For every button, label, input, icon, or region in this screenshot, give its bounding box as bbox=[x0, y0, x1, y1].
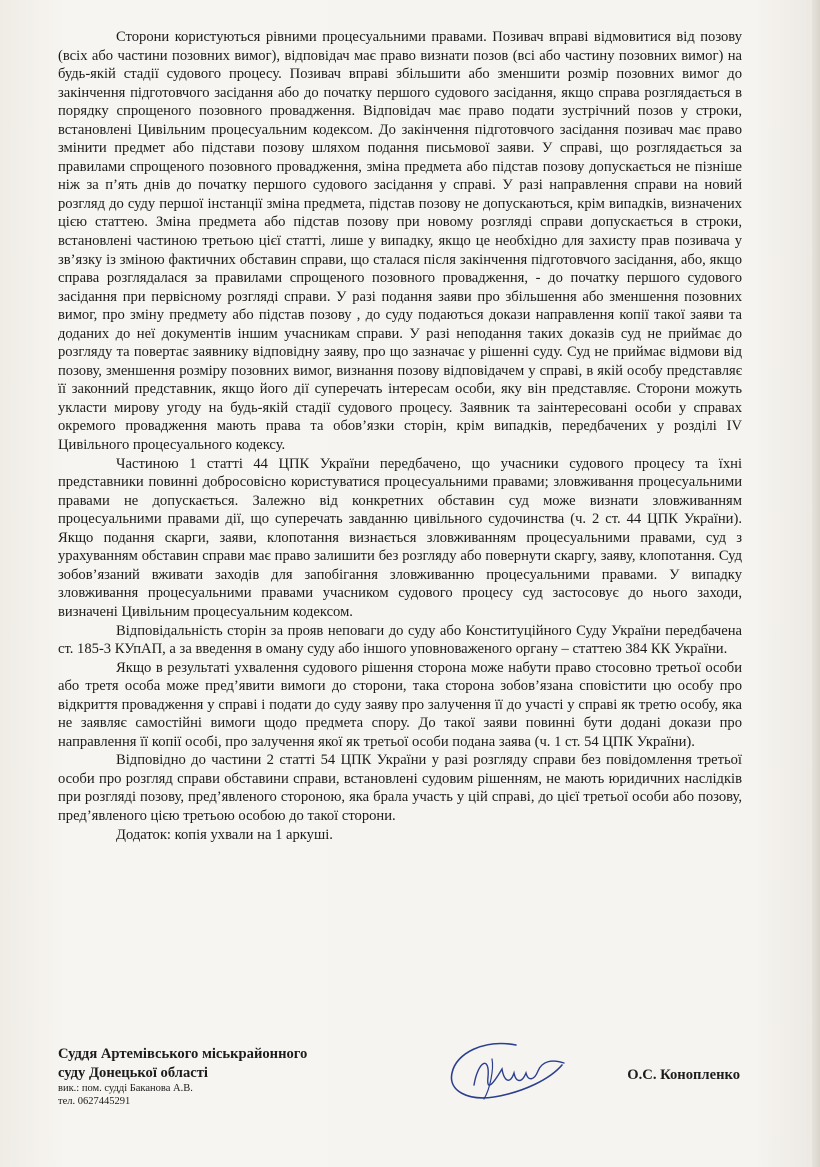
paragraph-parties-rights: Сторони користуються рівними процесуальними правами. Позивач вправі відмовитися від позову (всіх або частини позовних вимог), відповідач має право визнати позов (всі або частину позовних вимог) на будь-якій стадії судового процесу. Позивач вправі збільшити або зменшити розмір позовних вимог до закінчення підготовчого засідання або до початку першого судового засідання, якщо справа розглядається в порядку спрощеного позовного провадження. Відповідач має право подати зустрічний позов у строки, встановлені Цивільним процесуальним кодексом. До закінчення підготовчого засідання позивач має право змінити предмет або підстави позову шляхом подання письмової заяви. У справі, що розглядається за правилами спрощеного позовного провадження, зміна предмета або підстав позову допускається не пізніше ніж за п’ять днів до початку першого судового засідання у справі. У разі направлення справи на новий розгляд до суду першої інстанції зміна предмета, підстав позову не допускаються, крім випадків, визначених цією статтею. Зміна предмета або підстав позову при новому розгляді справи допускається в строки, встановлені частиною третьою цієї статті, лише у випадку, якщо це необхідно для захисту прав позивача у зв’язку із зміною фактичних обставин справи, що сталася після закінчення підготовчого засідання, або, якщо справа розглядалася за правилами спрощеного позовного провадження, - до початку першого судового засідання при первісному розгляді справи. У разі подання заяви про збільшення або зменшення позовних вимог, про зміну предмету або підстав позову , до суду подаються докази направлення копії такої заяви та доданих до неї документів іншим учасникам справи. У разі неподання таких доказів суд не приймає до розгляду та повертає заявнику відповідну заяву, про що зазначає у рішенні суду. Суд не приймає відмови від позову, зменшення розміру позовних вимог, визнання позову відповідачем у справі, в якій особу представляє її законний представник, якщо його дії суперечать інтересам особи, яку він представляє. Сторони можуть укласти мирову угоду на будь-якій стадії судового процесу. Заявник та заінтересовані особи у справах окремого провадження мають права та обов’язки сторін, крім випадків, передбачених у розділі IV Цивільного процесуального кодексу. bbox=[58, 29, 742, 454]
paragraph-third-party-consequences: Відповідно до частини 2 статті 54 ЦПК України у разі розгляду справи без повідомлення третьої особи про розгляд справи обставини справи, встановлені судовим рішенням, не мають юридичних наслідків при розгляді позову, пред’явленого стороною, яка брала участь у цій справі, до цієї третьої особи або позову, пред’явленого цією третьою особою до такої сторони. bbox=[58, 752, 742, 824]
judge-name: О.С. Конопленко bbox=[627, 1067, 740, 1083]
page-edge-shadow bbox=[812, 0, 820, 1167]
executor-line: вик.: пом. судді Баканова А.В. bbox=[58, 1083, 193, 1095]
document-body bbox=[58, 28, 742, 844]
judge-position-line-2: суду Донецької області bbox=[58, 1064, 208, 1081]
appendix-note: Додаток: копія ухвали на 1 аркуші. bbox=[116, 826, 333, 843]
handwritten-signature-icon bbox=[438, 1039, 588, 1114]
paragraph-abuse-of-rights: Частиною 1 статті 44 ЦПК України передбачено, що учасники судового процесу та їхні представники повинні добросовісно користуватися процесуальними правами; зловживання процесуальними правами не допускається. Залежно від конкретних обставин суд може визнати зловживанням процесуальними правами дії, що суперечать завданню цивільного судочинства (ч. 2 ст. 44 ЦПК України). Якщо подання скарги, заяви, клопотання визнається зловживанням процесуальними правами, суд з урахуванням обставин справи має право залишити без розгляду або повернути скаргу, заяву, клопотання. Суд зобов’язаний вживати заходів для запобігання зловживанню процесуальними правами. У випадку зловживання процесуальними правами учасником судового процесу суд застосовує до нього заходи, визначені Цивільним процесуальним кодексом. bbox=[58, 455, 742, 620]
judge-position-line-1: Суддя Артемівського міськрайонного bbox=[58, 1046, 308, 1062]
paragraph-liability: Відповідальність сторін за прояв неповаги до суду або Конституційного Суду України передбачена ст. 185-3 КУпАП, а за введення в оману суду або іншого уповноваженого органу – статтею 384 КК України. bbox=[58, 622, 742, 658]
signature-block bbox=[58, 1045, 742, 1145]
phone-line: тел. 0627445291 bbox=[58, 1096, 131, 1108]
paragraph-third-party-notice: Якщо в результаті ухвалення судового рішення сторона може набути право стосовно третьої особи або третя особа може пред’явити вимоги до сторони, така сторона зобов’язана сповістити цю особу про відкриття провадження у справі і подати до суду заяву про залучення її до участі у справі як третю особу, яка не заявляє самостійні вимоги щодо предмета спору. До такої заяви повинні бути додані докази про направлення її копії особі, про залучення якої як третьої особи подана заява (ч. 1 ст. 54 ЦПК України). bbox=[58, 659, 742, 750]
